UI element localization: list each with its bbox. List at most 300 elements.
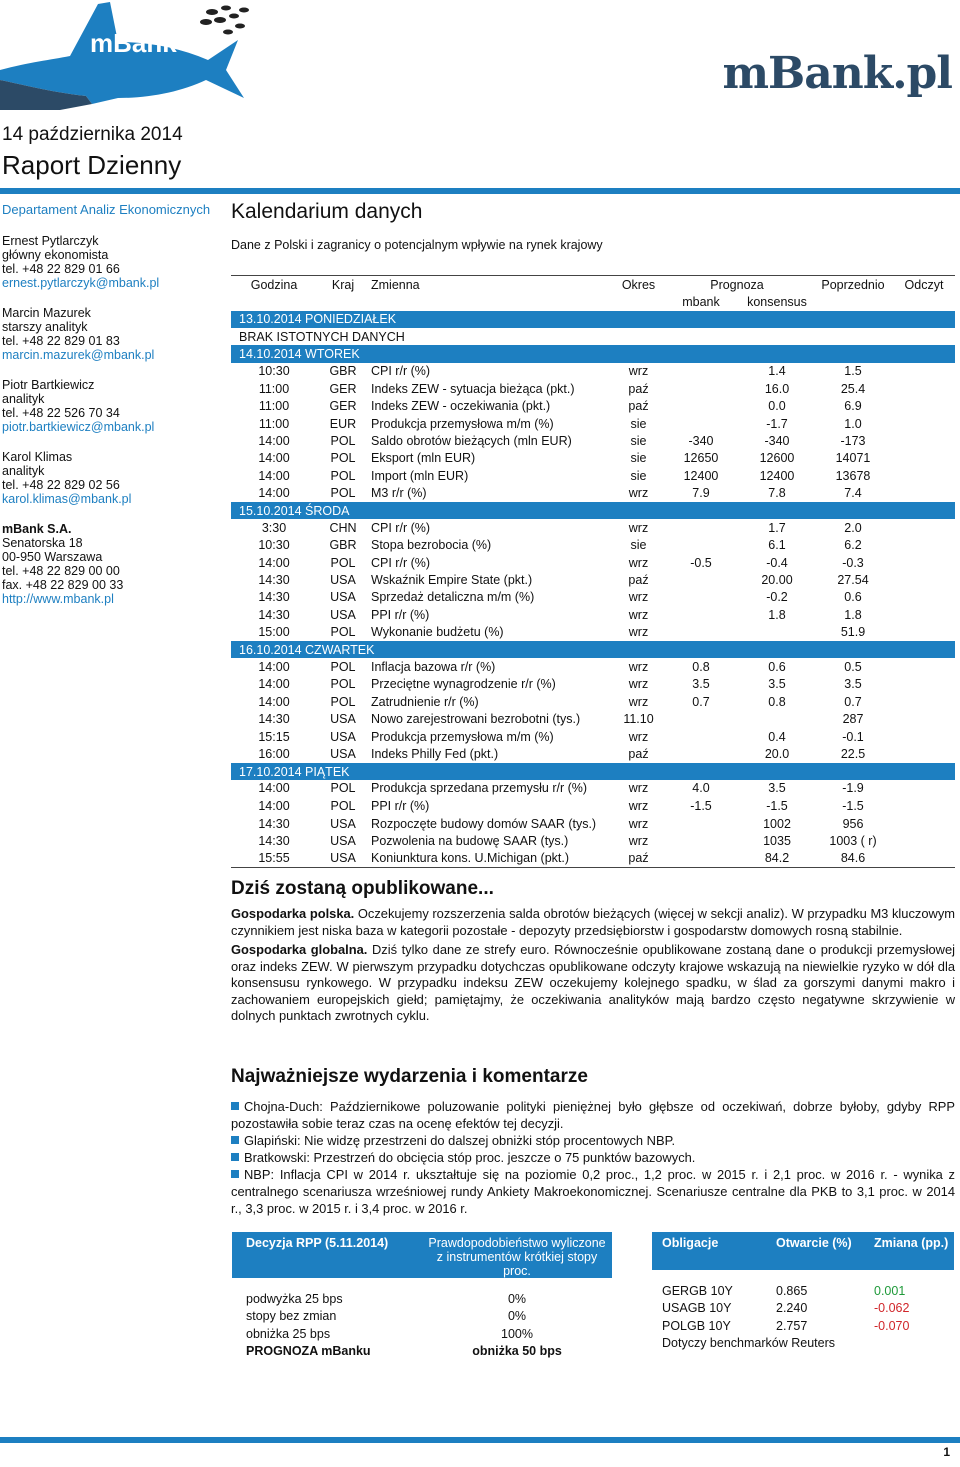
contact-card <box>2 306 224 362</box>
contact-role: analityk <box>2 392 45 406</box>
contact-name: Ernest Pytlarczyk <box>2 234 99 248</box>
event-period: paź <box>616 850 661 867</box>
event-forecast-mbank: 0.7 <box>692 694 710 709</box>
event-forecast-mbank <box>661 850 741 867</box>
event-previous: 27.54 <box>837 573 869 588</box>
event-country: POL <box>330 625 356 640</box>
event-forecast-consensus <box>741 624 813 641</box>
table-row <box>652 1282 954 1300</box>
event-forecast-consensus: 84.2 <box>741 850 813 867</box>
table-row <box>231 676 955 693</box>
event-forecast-mbank <box>661 624 741 641</box>
company-address <box>2 522 224 606</box>
event-variable: Saldo obrotów bieżących (mln EUR) <box>371 433 572 448</box>
rpp-decision-panel <box>232 1232 612 1360</box>
event-period: wrz <box>628 659 649 674</box>
event-country: CHN <box>329 520 357 535</box>
table-row <box>231 450 955 467</box>
event-country: USA <box>330 746 356 761</box>
event-variable: PPI r/r (%) <box>371 607 430 622</box>
publish-title: Dziś zostaną opublikowane... <box>231 878 494 899</box>
event-period: sie <box>630 433 647 448</box>
event-forecast-consensus: 3.5 <box>768 781 786 796</box>
event-period: wrz <box>628 555 649 570</box>
report-title: Raport Dzienny <box>2 150 182 180</box>
table-row <box>231 519 955 536</box>
event-period: wrz <box>628 729 649 744</box>
event-time: 14:00 <box>258 677 290 692</box>
event-previous: 6.2 <box>844 538 862 553</box>
event-previous: 1003 ( r) <box>829 833 877 848</box>
event-previous: 14071 <box>835 451 871 466</box>
event-country: POL <box>330 659 356 674</box>
event-country: POL <box>330 486 356 501</box>
contact-card <box>2 234 224 290</box>
event-forecast-consensus: 16.0 <box>764 381 790 396</box>
calendar-subtitle: Dane z Polski i zagranicy o potencjalnym wpływie na rynek krajowy <box>231 238 603 252</box>
table-row <box>232 1308 612 1326</box>
event-previous: -0.3 <box>842 555 864 570</box>
table-row <box>231 624 955 641</box>
event-period: wrz <box>628 486 649 501</box>
table-row <box>232 1343 612 1361</box>
bonds-table <box>652 1232 954 1352</box>
event-forecast-mbank <box>661 710 741 727</box>
event-forecast-mbank <box>661 415 741 432</box>
table-row <box>231 571 955 588</box>
contact-email-link[interactable]: marcin.mazurek@mbank.pl <box>2 348 155 362</box>
event-country: GBR <box>329 364 357 379</box>
event-actual <box>893 728 955 745</box>
contact-phone: tel. +48 22 829 01 66 <box>2 262 120 276</box>
event-previous: 2.0 <box>844 520 862 535</box>
event-forecast-mbank: 12400 <box>683 468 719 483</box>
event-forecast-consensus: 1.8 <box>768 607 786 622</box>
event-actual <box>893 363 955 380</box>
event-forecast-consensus: 3.5 <box>768 677 786 692</box>
table-row <box>231 554 955 571</box>
event-actual <box>893 380 955 397</box>
event-period: wrz <box>628 677 649 692</box>
event-time: 15:55 <box>231 850 317 867</box>
rpp-forecast-value: obniżka 50 bps <box>472 1344 562 1359</box>
event-period: sie <box>630 416 647 431</box>
table-row <box>231 380 955 397</box>
day-header-row <box>231 502 955 519</box>
event-actual <box>893 693 955 710</box>
event-actual <box>893 815 955 832</box>
event-actual <box>893 676 955 693</box>
event-period: paź <box>628 399 649 414</box>
company-name: mBank S.A. <box>2 522 72 536</box>
rpp-probability: 100% <box>501 1326 533 1341</box>
event-time: 14:30 <box>258 816 290 831</box>
table-row <box>231 745 955 762</box>
table-row <box>231 467 955 484</box>
calendar-body <box>231 311 955 868</box>
table-row <box>231 832 955 849</box>
event-time: 15:15 <box>258 729 290 744</box>
event-country: USA <box>330 607 356 622</box>
event-previous: 25.4 <box>840 381 866 396</box>
event-forecast-consensus: -340 <box>764 433 790 448</box>
event-country: USA <box>330 729 356 744</box>
day-header-row <box>231 763 955 780</box>
day-label: 15.10.2014 ŚRODA <box>231 502 955 519</box>
event-period: wrz <box>628 607 649 622</box>
event-country: USA <box>317 850 369 867</box>
event-forecast-mbank <box>661 832 741 849</box>
contact-card <box>2 450 224 506</box>
event-variable: Zatrudnienie r/r (%) <box>371 694 479 709</box>
day-header-row <box>231 641 955 658</box>
header-mbank: mbank <box>682 295 720 309</box>
event-forecast-mbank: -0.5 <box>690 555 712 570</box>
event-forecast-consensus: 0.8 <box>768 694 786 709</box>
bond-change: 0.001 <box>874 1283 906 1298</box>
event-time: 14:30 <box>258 590 290 605</box>
event-previous: 1.5 <box>844 364 862 379</box>
bond-name: POLGB 10Y <box>662 1318 731 1333</box>
event-previous: 287 <box>842 712 864 727</box>
event-period: sie <box>630 451 647 466</box>
event-actual <box>893 519 955 536</box>
bond-change: -0.070 <box>874 1318 910 1333</box>
news-text: Chojna-Duch: Październikowe poluzowanie polityki pieniężnej było głębsze od oczekiwań, dobrze byłoby, gdyby RPP pozostawiła sobie teraz czas na ocenę efektów tej decyzji. <box>231 1099 955 1131</box>
event-variable: Indeks ZEW - oczekiwania (pkt.) <box>371 399 551 414</box>
event-period: wrz <box>628 781 649 796</box>
event-variable: Sprzedaż detaliczna m/m (%) <box>371 590 535 605</box>
event-previous: 0.6 <box>844 590 862 605</box>
event-actual <box>893 571 955 588</box>
logo-text: mBank <box>90 28 177 58</box>
bonds-header-change: Zmiana (pp.) <box>856 1232 954 1270</box>
bonds-panel <box>652 1232 954 1352</box>
event-country: GER <box>329 399 357 414</box>
event-variable: CPI r/r (%) <box>371 555 431 570</box>
event-previous: -1.5 <box>842 799 864 814</box>
table-row <box>231 710 955 727</box>
event-variable: Stopa bezrobocia (%) <box>371 538 492 553</box>
event-previous: 956 <box>842 816 864 831</box>
event-variable: Przeciętne wynagrodzenie r/r (%) <box>371 677 556 692</box>
report-date: 14 października 2014 <box>2 124 183 145</box>
event-country: POL <box>330 694 356 709</box>
rpp-probability: 0% <box>507 1291 527 1306</box>
event-forecast-mbank <box>661 397 741 414</box>
event-forecast-mbank <box>661 363 741 380</box>
header-variable: Zmienna <box>369 276 616 294</box>
event-country: USA <box>330 590 356 605</box>
event-variable: Import (mln EUR) <box>371 468 469 483</box>
event-variable: Wykonanie budżetu (%) <box>371 625 504 640</box>
day-label: 13.10.2014 PONIEDZIAŁEK <box>231 311 955 328</box>
event-forecast-mbank: 12650 <box>683 451 719 466</box>
event-forecast-mbank: 7.9 <box>692 486 710 501</box>
contact-phone: tel. +48 22 829 01 83 <box>2 334 120 348</box>
bullet-square-icon <box>231 1170 239 1178</box>
event-previous: 22.5 <box>840 746 866 761</box>
bonds-header-name: Obligacje <box>652 1232 760 1270</box>
event-actual <box>893 850 955 867</box>
event-previous: 0.7 <box>844 694 862 709</box>
day-label: 16.10.2014 CZWARTEK <box>231 641 955 658</box>
event-forecast-mbank: -340 <box>688 433 714 448</box>
event-variable: Produkcja przemysłowa m/m (%) <box>371 729 554 744</box>
event-forecast-mbank: 0.8 <box>692 659 710 674</box>
event-variable: Wskaźnik Empire State (pkt.) <box>371 573 533 588</box>
event-variable: M3 r/r (%) <box>371 486 427 501</box>
header-consensus: konsensus <box>747 295 807 309</box>
day-label: 17.10.2014 PIĄTEK <box>231 763 955 780</box>
table-row <box>231 432 955 449</box>
event-period: 11.10 <box>623 712 654 727</box>
event-forecast-mbank <box>661 745 741 762</box>
calendar-title: Kalendarium danych <box>231 200 423 223</box>
bonds-header-open: Otwarcie (%) <box>760 1232 856 1270</box>
event-variable: Nowo zarejestrowani bezrobotni (tys.) <box>371 712 581 727</box>
event-country: POL <box>330 781 356 796</box>
rpp-header-probability <box>422 1232 612 1278</box>
contact-email-link[interactable]: piotr.bartkiewicz@mbank.pl <box>2 420 155 434</box>
event-variable: CPI r/r (%) <box>371 364 431 379</box>
contact-email-link[interactable]: karol.klimas@mbank.pl <box>2 492 132 506</box>
event-actual <box>893 606 955 623</box>
table-row <box>231 537 955 554</box>
table-row <box>231 728 955 745</box>
company-website-link[interactable]: http://www.mbank.pl <box>2 592 114 606</box>
table-row <box>231 850 955 867</box>
event-forecast-consensus: 12600 <box>759 451 795 466</box>
event-forecast-mbank <box>661 728 741 745</box>
event-forecast-consensus: 20.00 <box>761 573 793 588</box>
sidebar <box>2 203 224 606</box>
event-country: USA <box>330 573 356 588</box>
event-forecast-mbank: -1.5 <box>690 799 712 814</box>
event-forecast-consensus: 0.4 <box>768 729 786 744</box>
header-period: Okres <box>616 276 661 294</box>
event-period: wrz <box>628 520 649 535</box>
event-actual <box>893 710 955 727</box>
event-forecast-consensus <box>741 710 813 727</box>
event-previous: 84.6 <box>813 850 893 867</box>
header-time: Godzina <box>231 276 317 294</box>
event-forecast-consensus: 20.0 <box>764 746 790 761</box>
event-time: 14:00 <box>258 468 290 483</box>
event-actual <box>893 450 955 467</box>
event-period: wrz <box>628 590 649 605</box>
event-forecast-mbank <box>661 815 741 832</box>
paragraph-text: Oczekujemy rozszerzenia salda obrotów bieżących (więcej w sekcji analiz). W przypadku M3 kluczowym czynnikiem jest niska baza w kategorii pozostałe - depozyty przedsiębiorstw i gospodarstw domowych rosną stabilnie. <box>231 906 955 938</box>
event-period: wrz <box>628 833 649 848</box>
rpp-scenario: obniżka 25 bps <box>246 1326 331 1341</box>
event-previous: -0.1 <box>842 729 864 744</box>
contact-phone: tel. +48 22 526 70 34 <box>2 406 120 420</box>
event-country: POL <box>330 555 356 570</box>
bond-name: GERGB 10Y <box>662 1283 733 1298</box>
event-time: 14:30 <box>258 712 290 727</box>
news-item <box>231 1149 955 1166</box>
news-item <box>231 1098 955 1132</box>
table-row <box>231 606 955 623</box>
event-variable: Eksport (mln EUR) <box>371 451 476 466</box>
bullet-square-icon <box>231 1153 239 1161</box>
contact-email-link[interactable]: ernest.pytlarczyk@mbank.pl <box>2 276 160 290</box>
event-variable: Produkcja sprzedana przemysłu r/r (%) <box>371 781 588 796</box>
event-forecast-mbank <box>661 606 741 623</box>
table-row <box>231 658 955 675</box>
event-period: wrz <box>628 816 649 831</box>
event-forecast-consensus: -1.7 <box>766 416 788 431</box>
event-previous: 51.9 <box>840 625 866 640</box>
event-time: 10:30 <box>258 538 290 553</box>
table-row <box>231 797 955 814</box>
event-period: paź <box>628 573 649 588</box>
event-country: EUR <box>329 416 357 431</box>
event-country: POL <box>330 468 356 483</box>
event-forecast-consensus: 1.7 <box>768 520 786 535</box>
contact-phone: tel. +48 22 829 02 56 <box>2 478 120 492</box>
event-time: 14:00 <box>258 694 290 709</box>
event-country: USA <box>330 816 356 831</box>
table-row <box>231 484 955 501</box>
company-street: Senatorska 18 <box>2 536 83 550</box>
event-time: 11:00 <box>258 381 290 396</box>
mbank-shark-logo <box>0 0 260 110</box>
contact-name: Marcin Mazurek <box>2 306 91 320</box>
event-forecast-mbank: 4.0 <box>692 781 710 796</box>
event-actual <box>893 415 955 432</box>
event-forecast-consensus: -0.2 <box>766 590 788 605</box>
day-label: 14.10.2014 WTOREK <box>231 345 955 362</box>
company-phone: tel. +48 22 829 00 00 <box>2 564 120 578</box>
event-country: POL <box>330 433 356 448</box>
event-time: 14:30 <box>258 833 290 848</box>
event-time: 16:00 <box>258 746 290 761</box>
event-previous: -173 <box>840 433 866 448</box>
event-variable: Koniunktura kons. U.Michigan (pkt.) <box>369 850 616 867</box>
event-time: 14:00 <box>258 555 290 570</box>
event-forecast-consensus: 12400 <box>759 468 795 483</box>
day-header-row <box>231 328 955 345</box>
event-variable: Produkcja przemysłowa m/m (%) <box>371 416 554 431</box>
day-header-row <box>231 311 955 328</box>
event-variable: PPI r/r (%) <box>371 799 430 814</box>
event-forecast-consensus: 1002 <box>763 816 791 831</box>
publish-paragraph-global <box>231 942 955 1025</box>
header-actual: Odczyt <box>893 276 955 294</box>
table-row <box>232 1325 612 1343</box>
table-row <box>231 415 955 432</box>
table-row <box>231 815 955 832</box>
event-actual <box>893 745 955 762</box>
event-time: 14:00 <box>258 799 290 814</box>
bond-open: 0.865 <box>776 1283 808 1298</box>
event-period: wrz <box>628 364 649 379</box>
paragraph-lead: Gospodarka polska. <box>231 906 355 921</box>
event-actual <box>893 432 955 449</box>
event-actual <box>893 832 955 849</box>
event-variable: Indeks ZEW - sytuacja bieżąca (pkt.) <box>371 381 575 396</box>
table-row <box>232 1290 612 1308</box>
event-variable: CPI r/r (%) <box>371 520 431 535</box>
header-previous: Poprzednio <box>813 276 893 294</box>
event-forecast-mbank <box>661 589 741 606</box>
event-time: 14:30 <box>258 573 290 588</box>
event-period: wrz <box>628 799 649 814</box>
table-row <box>231 780 955 797</box>
event-variable: Rozpoczęte budowy domów SAAR (tys.) <box>371 816 597 831</box>
news-text: Glapiński: Nie widzę przestrzeni do dalszej obniżki stóp procentowych NBP. <box>244 1133 676 1148</box>
event-period: paź <box>628 746 649 761</box>
event-period: paź <box>628 381 649 396</box>
event-variable: Indeks Philly Fed (pkt.) <box>371 746 499 761</box>
day-header-row <box>231 345 955 362</box>
paragraph-text: Dziś tylko dane ze strefy euro. Równocześnie opublikowane zostaną dane o produkcji przemysłowej oraz indeks ZEW. W pierwszym przypadku dotychczas opublikowane odczyty krajowe wskazują na niewielkie ryzyko w dół dla konsensusu rynkowego. W przypadku indeksu ZEW oczekujemy kolejnego spadku, w ślad za gorszymi danymi makro i zachowaniem europejskich giełd; pamiętajmy, że oczekiwania analityków mają bardzo często negatywne skrzywienie w dolnych punktach zwrotnych cyklu. <box>231 942 955 1023</box>
event-previous: -1.9 <box>842 781 864 796</box>
event-actual <box>893 589 955 606</box>
event-forecast-consensus: 6.1 <box>768 538 786 553</box>
footer-divider <box>0 1437 960 1443</box>
event-forecast-consensus: 0.0 <box>768 399 786 414</box>
contact-role: starszy analityk <box>2 320 88 334</box>
event-previous: 7.4 <box>844 486 862 501</box>
event-actual <box>893 624 955 641</box>
bullet-square-icon <box>231 1102 239 1110</box>
table-row <box>652 1317 954 1335</box>
table-row <box>652 1300 954 1318</box>
event-country: GBR <box>329 538 357 553</box>
event-forecast-mbank <box>661 571 741 588</box>
company-fax: fax. +48 22 829 00 33 <box>2 578 124 592</box>
event-variable: Inflacja bazowa r/r (%) <box>371 659 496 674</box>
event-previous: 1.0 <box>844 416 862 431</box>
rpp-forecast-label: PROGNOZA mBanku <box>246 1344 371 1359</box>
news-text: NBP: Inflacja CPI w 2014 r. ukształtuje się na poziomie 0,2 proc., 1,2 proc. w 2015 r. i 2,1 proc. w 2016 r. - wynika z centralnego scenariusza wrześniowej rundy Ankiety Makroekonomicznej. Scenariusze centralne dla PKB to 3,1 proc. w 2014 r., 3,3 proc. w 2015 r. i 3,4 proc. w 2016 r. <box>231 1167 955 1216</box>
calendar-table <box>231 275 955 868</box>
publish-section <box>231 878 955 1025</box>
event-period: wrz <box>628 625 649 640</box>
bonds-note: Dotyczy benchmarków Reuters <box>662 1336 835 1351</box>
event-period: sie <box>630 538 647 553</box>
company-city: 00-950 Warszawa <box>2 550 103 564</box>
table-row <box>231 693 955 710</box>
contact-name: Karol Klimas <box>2 450 73 464</box>
event-actual <box>893 537 955 554</box>
event-forecast-consensus: 1.4 <box>768 364 786 379</box>
event-time: 14:00 <box>258 486 290 501</box>
event-country: POL <box>330 451 356 466</box>
event-forecast-mbank <box>661 537 741 554</box>
bond-change: -0.062 <box>874 1301 910 1316</box>
event-forecast-consensus: 7.8 <box>768 486 786 501</box>
rpp-scenario: podwyżka 25 bps <box>246 1291 343 1306</box>
event-forecast-consensus: 1035 <box>763 833 791 848</box>
publish-paragraph-domestic <box>231 906 955 939</box>
news-title: Najważniejsze wydarzenia i komentarze <box>231 1066 588 1087</box>
bullet-square-icon <box>231 1136 239 1144</box>
header-forecast: Prognoza <box>661 276 813 294</box>
paragraph-lead: Gospodarka globalna. <box>231 942 368 957</box>
event-period: sie <box>630 468 647 483</box>
department-name: Departament Analiz Ekonomicznych <box>2 202 211 217</box>
event-forecast-mbank <box>661 519 741 536</box>
event-time: 3:30 <box>261 520 287 535</box>
event-time: 15:00 <box>258 625 290 640</box>
event-forecast-mbank: 3.5 <box>692 677 710 692</box>
news-text: Bratkowski: Przestrzeń do obcięcia stóp proc. jeszcze o 75 punktów bazowych. <box>244 1150 696 1165</box>
event-previous: 1.8 <box>844 607 862 622</box>
